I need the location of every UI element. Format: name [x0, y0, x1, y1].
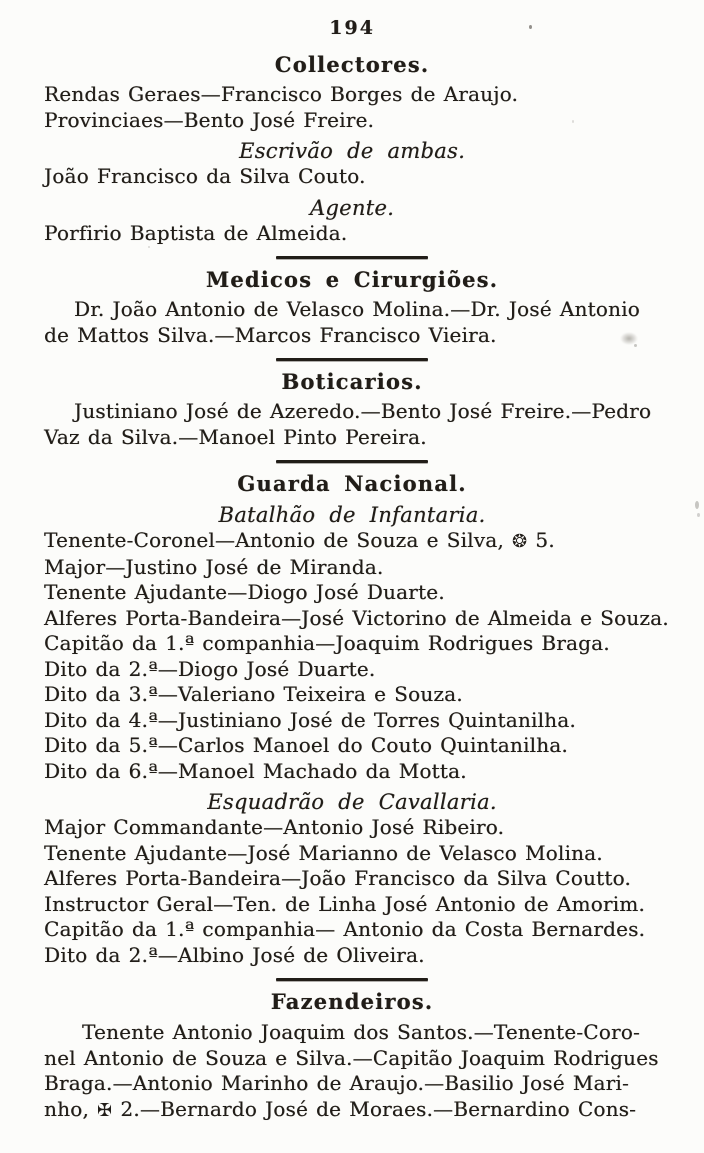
text-line-major-commandante: Major Commandante—Antonio José Ribeiro.: [44, 815, 505, 839]
section-divider-rule: [276, 460, 428, 463]
subheading-esquadrao-cavallaria: Esquadrão de Cavallaria.: [207, 790, 497, 814]
text-line-instructor-geral: Instructor Geral—Ten. de Linha José Antonio de Amorim.: [44, 891, 645, 916]
scan-speck: [695, 501, 699, 509]
text-line-cav-dito-2: Dito da 2.ª—Albino José de Oliveira.: [44, 942, 425, 967]
text-line-capitao-1: Capitão da 1.ª companhia—Joaquim Rodrigues Braga.: [44, 631, 610, 655]
text-line-dito-5: Dito da 5.ª—Carlos Manoel do Couto Quintanilha.: [44, 733, 568, 757]
text-line-dito-3: Dito da 3.ª—Valeriano Teixeira e Souza.: [44, 682, 463, 706]
text-line-dito-6: Dito da 6.ª—Manoel Machado da Motta.: [44, 758, 467, 783]
section-divider-rule: [276, 358, 428, 361]
text-line-rendas-geraes: Rendas Geraes—Francisco Borges de Araujo.: [44, 82, 519, 106]
tenente-coronel-number: 5.: [527, 528, 555, 552]
scan-speck: [529, 25, 532, 29]
text-line-fazendeiros-1: Tenente Antonio Joaquim dos Santos.—Tenente-Coro-: [82, 1020, 640, 1044]
text-line-cav-tenente-ajudante: Tenente Ajudante—José Marianno de Velasco Molina.: [44, 840, 603, 865]
scan-speck: [148, 246, 150, 248]
fazendeiros-4-rest: 2.—Bernardo José de Moraes.—Bernardino Cons-: [112, 1096, 637, 1121]
text-line-dito-4: Dito da 4.ª—Justiniano José de Torres Quintanilha.: [44, 707, 576, 732]
scan-speck: [634, 344, 637, 347]
text-line-tenente-coronel: [44, 528, 660, 555]
section-divider-rule: [276, 978, 428, 981]
section-divider-rule: [276, 256, 428, 259]
text-line-medicos-2: de Mattos Silva.—Marcos Francisco Vieira.: [44, 322, 497, 347]
section-heading-fazendeiros: Fazendeiros.: [270, 989, 434, 1014]
text-line-agente-name: Porfirio Baptista de Almeida.: [44, 220, 348, 245]
scan-speck: [697, 513, 700, 517]
text-line-major: Major—Justino José de Miranda.: [44, 554, 384, 579]
section-heading-medicos: Medicos e Cirurgiões.: [205, 267, 499, 292]
text-line-medicos-1: Dr. João Antonio de Velasco Molina.—Dr. José Antonio: [74, 297, 640, 321]
subheading-batalhao-infantaria: Batalhão de Infantaria.: [218, 503, 486, 527]
section-heading-guarda-nacional: Guarda Nacional.: [237, 471, 467, 496]
maltese-cross-icon: ✠: [97, 1099, 113, 1121]
text-line-dito-2: Dito da 2.ª—Diogo José Duarte.: [44, 656, 376, 681]
text-line-fazendeiros-2: nel Antonio de Souza e Silva.—Capitão Joaquim Rodrigues: [44, 1045, 659, 1070]
fazendeiros-4-text: nho,: [44, 1096, 98, 1121]
text-line-fazendeiros-3: Braga.—Antonio Marinho de Araujo.—Basilio José Mari-: [44, 1071, 629, 1095]
text-line-fazendeiros-4: [44, 1097, 660, 1124]
section-heading-collectores: Collectores.: [274, 52, 430, 77]
order-star-icon: ❂: [511, 531, 528, 552]
text-line-boticarios-1: Justiniano José de Azeredo.—Bento José Freire.—Pedro: [74, 399, 652, 423]
text-line-provinciaes: Provinciaes—Bento José Freire.: [44, 107, 375, 132]
text-line-boticarios-2: Vaz da Silva.—Manoel Pinto Pereira.: [44, 424, 427, 449]
subheading-agente: Agente.: [309, 195, 395, 220]
page-number: 194: [329, 17, 375, 39]
section-heading-boticarios: Boticarios.: [281, 369, 423, 394]
text-line-alferes: Alferes Porta-Bandeira—José Victorino de Almeida e Souza.: [44, 605, 669, 630]
text-line-escrivao-name: João Francisco da Silva Couto.: [44, 164, 366, 188]
tenente-coronel-text: Tenente-Coronel—Antonio de Souza e Silva,: [44, 528, 512, 552]
text-line-cav-alferes: Alferes Porta-Bandeira—João Francisco da Silva Coutto.: [44, 866, 631, 890]
text-line-cav-capitao-1: Capitão da 1.ª companhia— Antonio da Costa Bernardes.: [44, 917, 646, 941]
subheading-escrivao: Escrivão de ambas.: [238, 139, 466, 163]
text-line-tenente-ajudante: Tenente Ajudante—Diogo José Duarte.: [44, 580, 445, 604]
scan-speck: [572, 120, 574, 123]
